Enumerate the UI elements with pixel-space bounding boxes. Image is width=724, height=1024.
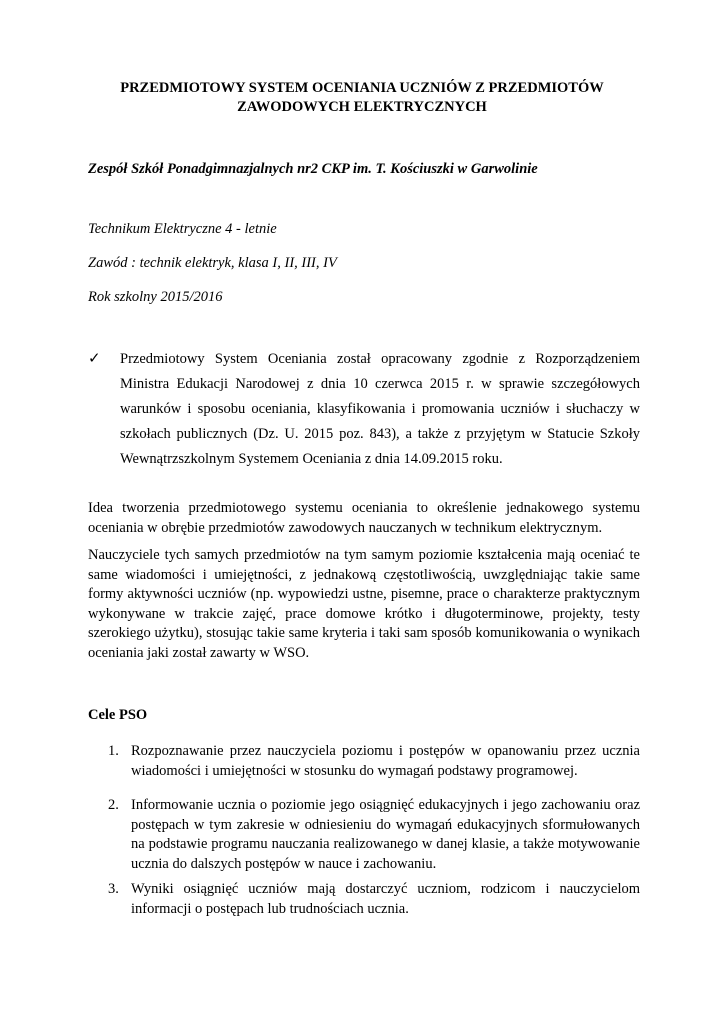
list-item <box>88 796 640 874</box>
legal-basis-block <box>88 347 640 472</box>
profession-info: Zawód : technik elektryk, klasa I, II, III, IV <box>88 255 337 271</box>
list-item <box>88 742 640 781</box>
list-item-text: Rozpoznawanie przez nauczyciela poziomu i postępów w opanowaniu przez ucznia wiadomości i umiejętności w stosunku do wymagań podstawy programowej. <box>131 743 640 779</box>
title-line-1: PRZEDMIOTOWY SYSTEM OCENIANIA UCZNIÓW Z PRZEDMIOTÓW <box>120 80 604 96</box>
legal-basis-text: Przedmiotowy System Oceniania został opracowany zgodnie z Rozporządzeniem Ministra Edukacji Narodowej z dnia 10 czerwca 2015 r. w sprawie szczegółowych warunków i sposobu oceniania, klasyfikowania i promowania uczniów i słuchaczy w szkołach publicznych (Dz. U. 2015 poz. 843), a także z przyjętym w Statucie Szkoły Wewnątrzszkolnym Systemem Oceniania z dnia 14.09.2015 roku. <box>120 351 640 467</box>
checkmark-icon: ✓ <box>88 351 101 367</box>
list-item-number: 2. <box>108 797 119 813</box>
idea-paragraph: Idea tworzenia przedmiotowego systemu oceniania to określenie jednakowego systemu oceniania w obrębie przedmiotów zawodowych nauczanych w technikum elektrycznym. <box>88 500 640 536</box>
school-name: Zespół Szkół Ponadgimnazjalnych nr2 CKP im. T. Kościuszki w Garwolinie <box>88 161 538 177</box>
school-type: Technikum Elektryczne 4 - letnie <box>88 221 277 237</box>
list-item <box>88 880 640 919</box>
title-line-2: ZAWODOWYCH ELEKTRYCZNYCH <box>237 99 487 115</box>
list-item-text: Wyniki osiągnięć uczniów mają dostarczyć uczniom, rodzicom i nauczycielom informacji o postępach lub trudnościach ucznia. <box>131 881 640 917</box>
list-item-text: Informowanie ucznia o poziomie jego osiągnięć edukacyjnych i jego zachowaniu oraz postępach w tym zakresie w odniesieniu do wymagań edukacyjnych sformułowanych na podstawie programu nauczania realizowanego w danej klasie, a także motywowanie ucznia do dalszych postępów w nauce i zachowaniu. <box>131 797 640 872</box>
document-title <box>88 79 636 117</box>
list-item-number: 1. <box>108 743 119 759</box>
goals-list <box>88 742 640 919</box>
school-year: Rok szkolny 2015/2016 <box>88 289 223 305</box>
list-item-number: 3. <box>108 881 119 897</box>
goals-heading: Cele PSO <box>88 707 148 723</box>
teachers-paragraph: Nauczyciele tych samych przedmiotów na tym samym poziomie kształcenia mają oceniać te same wiadomości i umiejętności, z jednakową częstotliwością, uwzględniając takie same formy aktywności uczniów (np. wypowiedzi ustne, pisemne, prace o charakterze praktycznym wykonywane w trakcie zajęć, prace domowe krótko i długoterminowe, projekty, testy szerokiego użytku), stosując takie same kryteria i taki sam sposób komunikowania o wynikach oceniania jaki został zawarty w WSO. <box>88 547 640 661</box>
